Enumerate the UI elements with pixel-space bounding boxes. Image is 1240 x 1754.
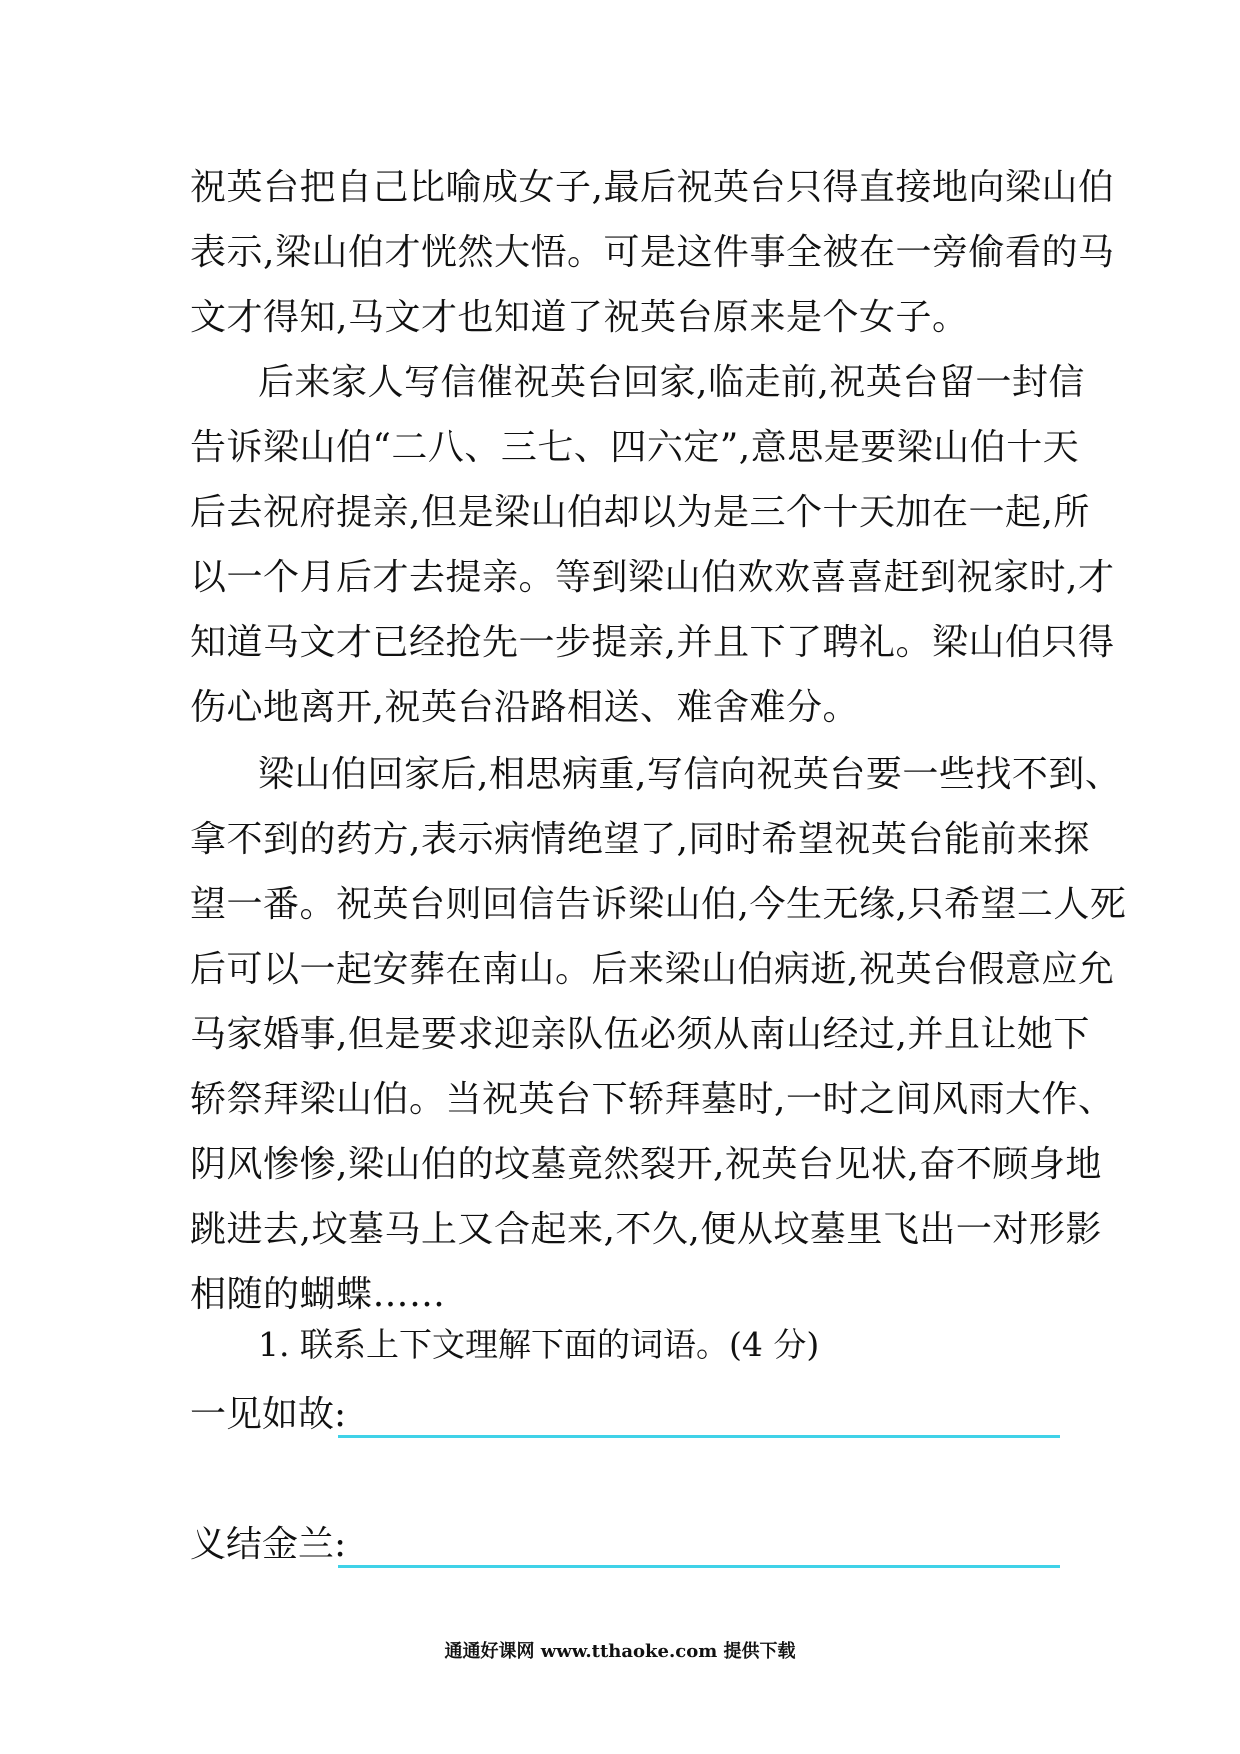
paragraph-3-line-6: 轿祭拜梁山伯。当祝英台下轿拜墓时,一时之间风雨大作、 <box>190 1079 1115 1120</box>
paragraph-3-line-3: 望一番。祝英台则回信告诉梁山伯,今生无缘,只希望二人死 <box>190 884 1127 925</box>
answer-fill-line-2[interactable] <box>338 1565 1060 1568</box>
paragraph-2-line-6: 伤心地离开,祝英台沿路相送、难舍难分。 <box>190 687 859 728</box>
answer-row-1 <box>190 1395 1060 1441</box>
answer-row-2 <box>190 1525 1060 1571</box>
paragraph-2-line-1: 后来家人写信催祝英台回家,临走前,祝英台留一封信 <box>258 362 1085 403</box>
paragraph-3-line-8: 跳进去,坟墓马上又合起来,不久,便从坟墓里飞出一对形影 <box>190 1209 1102 1250</box>
paragraph-3-line-9: 相随的蝴蝶…… <box>190 1274 446 1315</box>
paragraph-3-line-7: 阴风惨惨,梁山伯的坟墓竟然裂开,祝英台见状,奋不顾身地 <box>190 1144 1102 1185</box>
answer-fill-line-1[interactable] <box>338 1435 1060 1438</box>
page-footer: 通通好课网 www.tthaoke.com 提供下载 <box>444 1641 796 1662</box>
paragraph-3-line-2: 拿不到的药方,表示病情绝望了,同时希望祝英台能前来探 <box>190 819 1090 860</box>
paragraph-2-line-4: 以一个月后才去提亲。等到梁山伯欢欢喜喜赶到祝家时,才 <box>190 557 1115 598</box>
paragraph-1-line-1: 祝英台把自己比喻成女子,最后祝英台只得直接地向梁山伯 <box>190 167 1115 208</box>
paragraph-2-line-5: 知道马文才已经抢先一步提亲,并且下了聘礼。梁山伯只得 <box>190 622 1115 663</box>
paragraph-2-line-3: 后去祝府提亲,但是梁山伯却以为是三个十天加在一起,所 <box>190 492 1090 533</box>
question-prompt: 1. 联系上下文理解下面的词语。(4 分) <box>258 1325 820 1364</box>
answer-label-2: 义结金兰: <box>190 1524 347 1565</box>
paragraph-2-line-2: 告诉梁山伯“二八、三七、四六定”,意思是要梁山伯十天 <box>190 427 1080 468</box>
paragraph-1-line-2: 表示,梁山伯才恍然大悟。可是这件事全被在一旁偷看的马 <box>190 232 1115 273</box>
paragraph-1-line-3: 文才得知,马文才也知道了祝英台原来是个女子。 <box>190 297 969 338</box>
answer-label-1: 一见如故: <box>190 1394 347 1435</box>
paragraph-3-line-1: 梁山伯回家后,相思病重,写信向祝英台要一些找不到、 <box>258 754 1122 795</box>
paragraph-3-line-4: 后可以一起安葬在南山。后来梁山伯病逝,祝英台假意应允 <box>190 949 1115 990</box>
paragraph-3-line-5: 马家婚事,但是要求迎亲队伍必须从南山经过,并且让她下 <box>190 1014 1090 1055</box>
